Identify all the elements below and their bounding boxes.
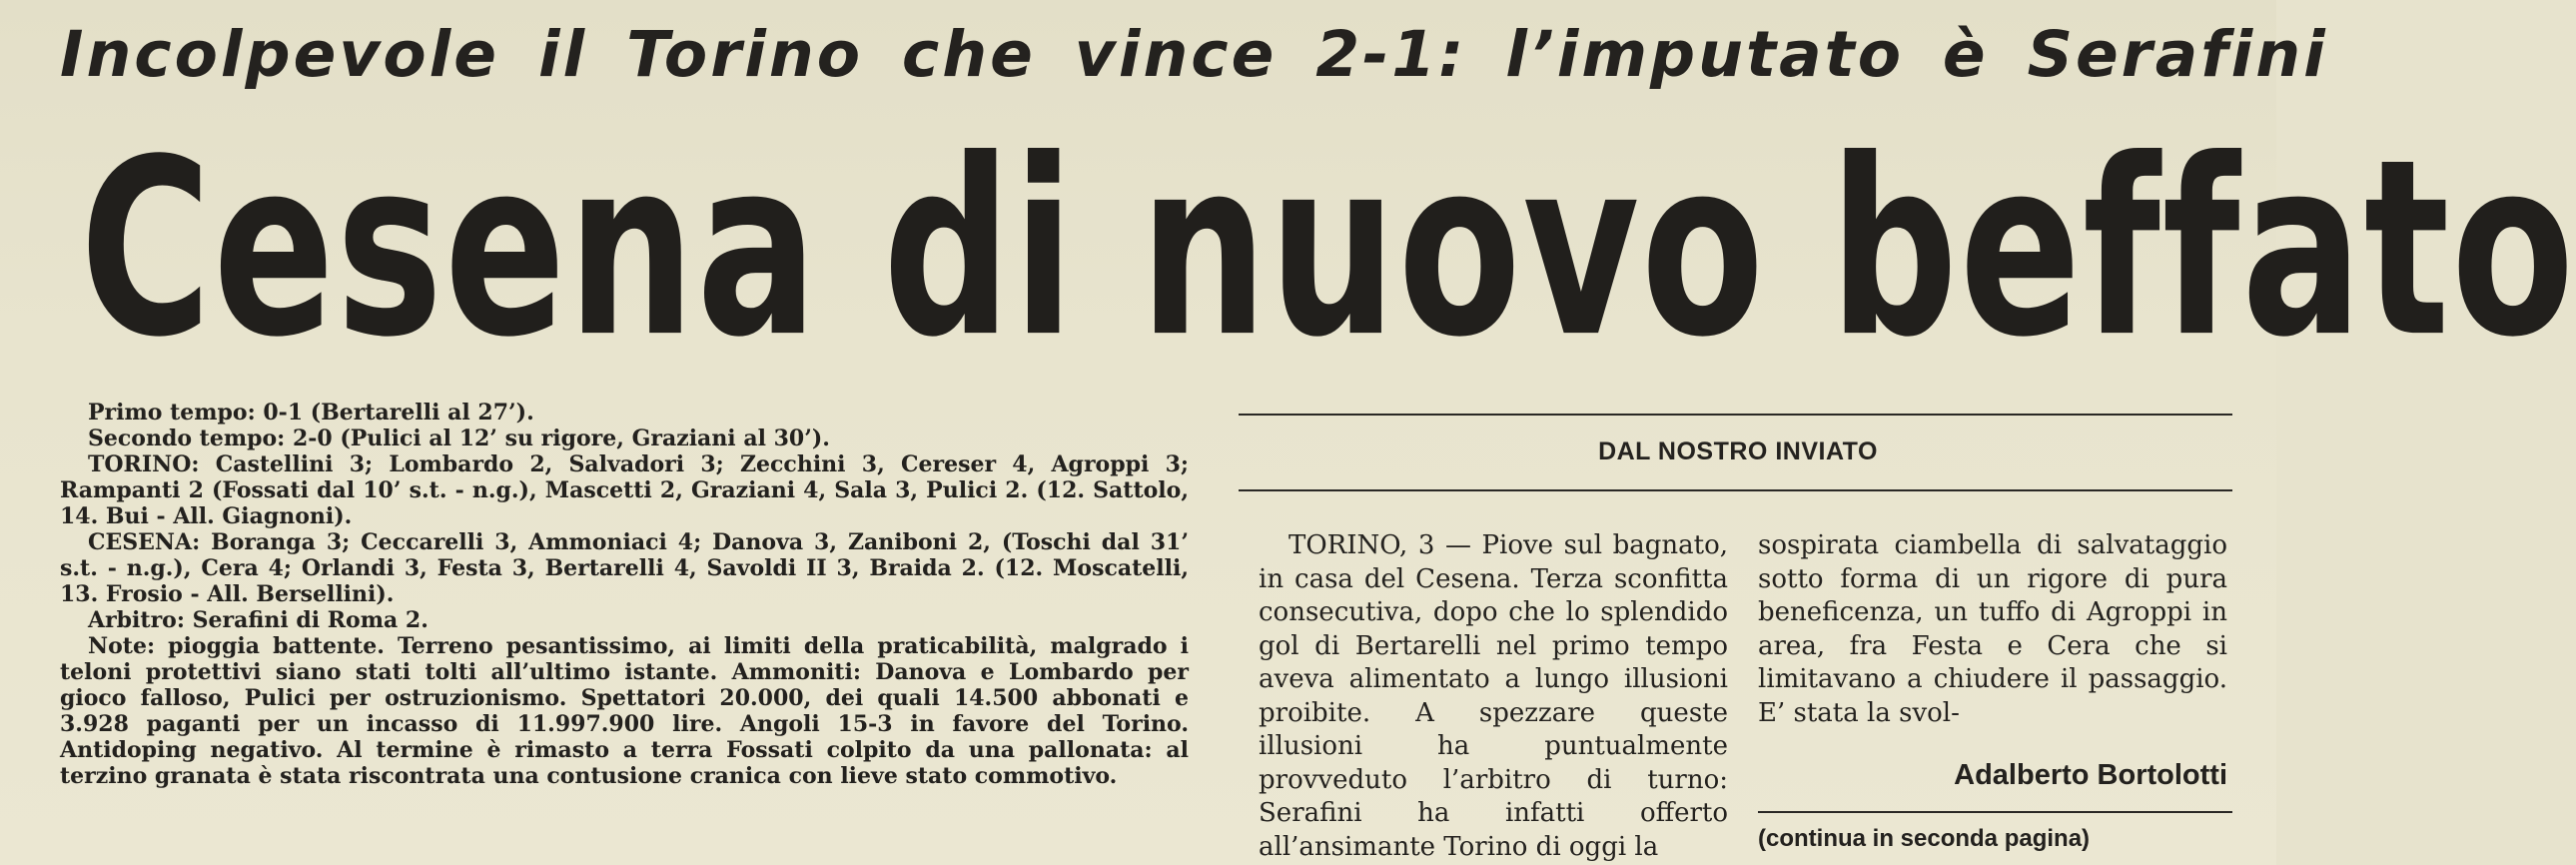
body-text-col2: sospirata ciambella di salvataggio sotto forma di un rigore di pura beneficenza, un tuffo di Agroppi in area, fra Festa e Cera che si limitavano a chiudere il passaggio. E’ stata la svol- bbox=[1758, 530, 2227, 728]
main-headline: Cesena di nuovo beffato bbox=[80, 108, 2576, 392]
body-column-1 bbox=[1259, 529, 1728, 864]
body-text-col1: TORINO, 3 — Piove sul bagnato, in casa del Cesena. Terza sconfitta consecutiva, dopo che lo splendido gol di Bertarelli nel primo tempo aveva alimentato a lungo illusioni proibite. A spezzare queste illusioni ha puntualmente provveduto l’arbitro di turno: Serafini ha infatti offerto all’ansimante Torino di oggi la bbox=[1259, 530, 1728, 862]
match-summary bbox=[60, 400, 1189, 789]
summary-line-torino-lineup: TORINO: Castellini 3; Lombardo 2, Salvadori 3; Zecchini 3, Cereser 4, Agroppi 3; Rampanti 2 (Fossati dal 10’ s.t. - n.g.), Mascetti 2, Graziani 4, Sala 3, Pulici 2. (12. Sattolo, 14. Bui - All. Giagnoni). bbox=[60, 451, 1189, 529]
body-column-2 bbox=[1758, 529, 2227, 730]
summary-line-cesena-lineup: CESENA: Boranga 3; Ceccarelli 3, Ammoniaci 4; Danova 3, Zaniboni 2, (Toschi dal 31’ s.t. - n.g.), Cera 4; Orlandi 3, Festa 3, Bertarelli 4, Savoldi II 3, Braida 2. (12. Moscatelli, 13. Frosio - All. Bersellini). bbox=[60, 529, 1189, 607]
author-byline: Adalberto Bortolotti bbox=[1954, 759, 2227, 791]
summary-line-referee: Arbitro: Serafini di Roma 2. bbox=[88, 607, 429, 633]
summary-line-notes: Note: pioggia battente. Terreno pesantissimo, ai limiti della praticabilità, malgrado i teloni protettivi siano stati tolti all’ultimo istante. Ammoniti: Danova e Lombardo per gioco falloso, Pulici per ostruzionismo. Spettatori 20.000, dei quali 14.500 abbonati e 3.928 paganti per un incasso di 11.997.900 lire. Angoli 15-3 in favore del Torino. Antidoping negativo. Al termine è rimasto a terra Fossati colpito da una pallonata: al terzino granata è stata riscontrata una contusione cranica con lieve stato commotivo. bbox=[60, 633, 1189, 789]
divider-top bbox=[1239, 414, 2232, 416]
summary-line-second-half: Secondo tempo: 2-0 (Pulici al 12’ su rigore, Graziani al 30’). bbox=[88, 426, 830, 451]
continued-note: (continua in seconda pagina) bbox=[1758, 825, 2091, 852]
dateline-label: DAL NOSTRO INVIATO bbox=[1598, 437, 1878, 465]
divider-under-dateline bbox=[1239, 489, 2232, 491]
kicker-headline: Incolpevole il Torino che vince 2-1: l’imputato è Serafini bbox=[60, 18, 2328, 91]
summary-line-first-half: Primo tempo: 0-1 (Bertarelli al 27’). bbox=[88, 400, 534, 426]
divider-above-continued bbox=[1758, 811, 2232, 813]
